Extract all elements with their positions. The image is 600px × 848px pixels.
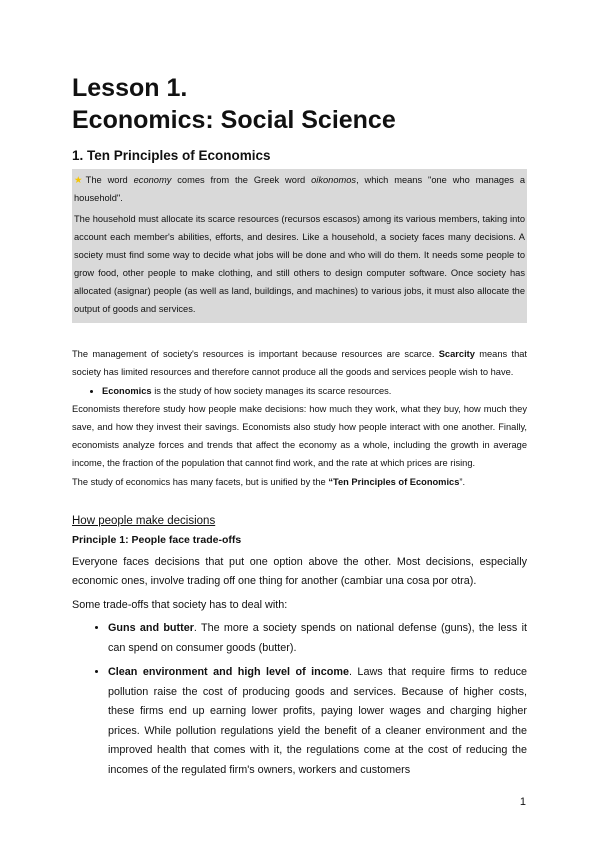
tradeoff-list	[72, 619, 527, 780]
box-paragraph-2: The household must allocate its scarce resources (recursos escasos) among its various members, taking into account each member's abilities, efforts, and desires. Like a household, a society faces many decisions. A society must find some way to decide what jobs will be done and who will do them. It needs some people to grow food, other people to make clothing, and still others to design computer software. Once society has allocated (asignar) people (as well as land, buildings, and machines) to various jobs, it must also allocate the output of goods and services.	[74, 214, 525, 314]
text: . The more a society spends on national defense (guns), the less it can spend on consumer goods (butter).	[108, 622, 527, 654]
principle-section	[72, 531, 527, 780]
lesson-title	[72, 72, 527, 136]
page-number: 1	[519, 796, 526, 808]
box-paragraph-1	[74, 171, 525, 207]
star-icon: ★	[74, 175, 86, 185]
bullet-list	[72, 382, 527, 400]
italic-word: economy	[133, 175, 172, 185]
principle-heading: Principle 1: People face trade-offs	[72, 534, 242, 546]
text: The word	[85, 175, 134, 185]
highlighted-box	[72, 169, 527, 323]
economists-paragraph: Economists therefore study how people make decisions: how much they work, what they buy, how much they save, and how they invest their savings. Economists also study how people interact with one another. Finally, economists analyze forces and trends that affect the economy as a whole, including the growth in average income, the fraction of the population that cannot find work, and the rate at which prices are rising.	[72, 404, 527, 468]
title-line-1: Lesson 1.	[72, 74, 188, 102]
list-item	[108, 619, 527, 658]
bold-term: “Ten Principles of Economics	[328, 477, 460, 487]
text: The study of economics has many facets, but is unified by the	[72, 477, 329, 487]
section-heading: 1. Ten Principles of Economics	[72, 148, 271, 163]
bold-term: Economics	[102, 386, 152, 396]
document-page	[72, 72, 527, 785]
list-item	[102, 382, 527, 400]
text: means that society has limited resources and therefore cannot produce all the goods and services people wish to have.	[72, 349, 528, 377]
intro-section	[72, 345, 527, 491]
study-paragraph	[72, 473, 527, 491]
text: The management of society's resources is important because resources are scarce.	[72, 349, 439, 359]
title-line-2: Economics: Social Science	[72, 106, 396, 134]
text: comes from the Greek word	[171, 175, 312, 185]
bold-term: Clean environment and high level of income	[108, 666, 349, 678]
text: . Laws that require firms to reduce pollution raise the cost of producing goods and services. Because of higher costs, these firms end up earning lower profits, paying lower wages and charging higher prices. While pollution regulations yield the benefit of a cleaner environment and the improved health that comes with it, the regulations come at the cost of reducing the incomes of the regulated firm's owners, workers and customers	[108, 666, 527, 776]
bold-term: Guns and butter	[108, 622, 194, 634]
text: , which means "one who manages a household".	[74, 175, 525, 203]
management-paragraph	[72, 345, 527, 381]
everyone-paragraph: Everyone faces decisions that put one option above the other. Most decisions, especially economic ones, involve trading off one thing for another (cambiar una cosa por otra).	[72, 555, 527, 587]
italic-word: oikonomos	[311, 175, 357, 185]
some-paragraph: Some trade-offs that society has to deal with:	[72, 598, 288, 611]
list-item	[108, 663, 527, 780]
bold-term: Scarcity	[438, 349, 475, 359]
text: ”.	[459, 477, 466, 487]
subheading: How people make decisions	[72, 515, 216, 527]
text: is the study of how society manages its scarce resources.	[151, 386, 392, 396]
